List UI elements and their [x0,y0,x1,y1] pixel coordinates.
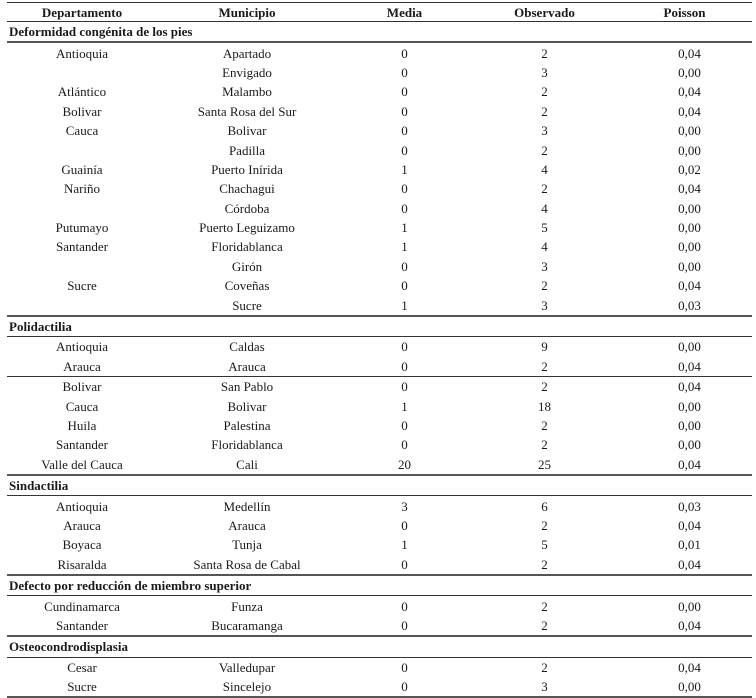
cell-poisson: 0,01 [678,537,701,553]
cell-media: 0 [401,142,408,158]
cell-municipio: Girón [231,258,263,274]
table-row [7,237,752,256]
cell-municipio: Funza [231,598,263,614]
cell-observado: 2 [541,379,548,395]
cell-poisson: 0,02 [678,161,701,177]
cell-municipio: Floridablanca [211,239,283,255]
cell-municipio: Malambo [222,84,272,100]
header-observado: Observado [514,4,575,20]
cell-media: 0 [337,677,472,697]
cell-media: 3 [401,498,408,514]
cell-municipio: Chachagui [219,181,275,197]
cell-poisson: 0,04 [617,616,752,636]
cell-municipio: Coveñas [224,278,270,294]
cell-departamento: Guainía [61,161,103,177]
cell-municipio: Cali [157,455,337,475]
cell-poisson: 0,00 [678,142,701,158]
cell-municipio: Bucaramanga [157,616,337,636]
cell-poisson: 0,04 [678,84,701,100]
cell-poisson: 0,04 [678,181,701,197]
table-row [7,416,752,435]
table-row [7,435,752,454]
table-row [7,455,752,475]
cell-observado: 2 [541,517,548,533]
cell-poisson: 0,00 [678,437,701,453]
cell-observado: 2 [541,659,548,675]
header-poisson: Poisson [663,4,706,20]
cell-municipio: Envigado [222,64,272,80]
cell-observado: 5 [541,537,548,553]
cell-poisson: 0,04 [617,555,752,575]
table-row [7,257,752,276]
cell-media: 1 [337,295,472,315]
cell-departamento: Arauca [63,517,101,533]
cell-municipio: Bolivar [227,123,267,139]
cell-observado: 25 [472,455,617,475]
cell-departamento [7,140,157,159]
cell-poisson: 0,00 [678,239,701,255]
cell-media: 1 [401,239,408,255]
cell-departamento: Antioquia [56,339,108,355]
cell-municipio: Santa Rosa del Sur [197,103,297,119]
cell-municipio: San Pablo [220,379,274,395]
header-municipio: Municipio [218,4,276,20]
table-row [7,63,752,82]
cell-media: 0 [401,64,408,80]
cell-observado: 2 [541,278,548,294]
cell-observado: 5 [541,220,548,236]
cell-municipio: Caldas [229,339,265,355]
cell-municipio: Bolivar [227,398,267,414]
section-header-row [7,22,752,43]
cell-departamento [7,295,157,315]
cell-departamento: Nariño [63,181,101,197]
cell-municipio: Padilla [228,142,266,158]
cell-municipio: Córdoba [224,200,270,216]
table-row [7,396,752,415]
cell-observado: 4 [541,239,548,255]
cell-media: 0 [401,379,408,395]
cell-poisson: 0,03 [617,295,752,315]
table-row [7,616,752,636]
cell-observado: 4 [541,200,548,216]
cell-observado: 2 [541,84,548,100]
cell-departamento: Bolivar [62,379,102,395]
cell-media: 0 [401,339,408,355]
cell-poisson: 0,04 [678,45,701,61]
cell-departamento [7,257,157,276]
header-media: Media [386,4,423,20]
cell-poisson: 0,04 [678,103,701,119]
header-departamento: Departamento [41,4,123,20]
cell-departamento: Risaralda [7,555,157,575]
cell-media: 1 [401,537,408,553]
cell-departamento: Cesar [67,659,97,675]
cell-media: 1 [401,398,408,414]
cell-departamento [7,63,157,82]
section-header-row [7,316,752,337]
cell-poisson: 0,04 [617,357,752,377]
cell-poisson: 0,00 [678,200,701,216]
cell-observado: 3 [472,295,617,315]
cell-media: 0 [401,123,408,139]
cell-media: 0 [401,200,408,216]
section-header-row [7,636,752,657]
cell-departamento: Boyaca [62,537,102,553]
table-row [7,276,752,295]
cell-departamento [7,199,157,218]
cell-departamento: Putumayo [55,220,109,236]
cell-media: 0 [401,181,408,197]
cell-departamento: Santander [7,616,157,636]
section-title: Osteocondrodisplasia [7,636,752,657]
results-table [7,2,752,698]
cell-municipio: Arauca [157,357,337,377]
section-header-row [7,475,752,496]
cell-municipio: Puerto Inírida [211,161,283,177]
cell-media: 20 [337,455,472,475]
table-row [7,677,752,697]
cell-media: 1 [401,220,408,236]
cell-observado: 2 [472,616,617,636]
cell-observado: 2 [541,103,548,119]
cell-departamento: Arauca [7,357,157,377]
cell-media: 0 [401,103,408,119]
cell-departamento: Santander [56,239,108,255]
header-row [7,3,752,22]
cell-municipio: Sucre [157,295,337,315]
cell-municipio: Apartado [222,45,272,61]
cell-media: 0 [337,616,472,636]
cell-departamento: Antioquia [56,498,108,514]
table-row [7,555,752,575]
cell-departamento: Valle del Cauca [7,455,157,475]
cell-observado: 2 [541,418,548,433]
cell-municipio: Medellín [223,498,271,514]
cell-poisson: 0,04 [678,379,701,395]
cell-observado: 2 [541,45,548,61]
cell-poisson: 0,04 [678,278,701,294]
cell-departamento: Sucre [7,677,157,697]
table-row [7,82,752,101]
cell-media: 1 [401,161,408,177]
cell-observado: 18 [538,398,551,414]
cell-media: 0 [337,357,472,377]
cell-departamento: Cauca [65,123,99,139]
cell-municipio: Tunja [232,537,262,553]
table-row [7,102,752,121]
cell-municipio: Palestina [223,418,271,433]
cell-poisson: 0,04 [678,659,701,675]
cell-municipio: Sincelejo [157,677,337,697]
cell-observado: 3 [541,258,548,274]
cell-departamento: Atlántico [57,84,107,100]
cell-media: 0 [401,84,408,100]
cell-observado: 9 [541,339,548,355]
section-title: Deformidad congénita de los pies [7,22,752,43]
table-row [7,160,752,179]
cell-poisson: 0,00 [617,677,752,697]
cell-media: 0 [401,278,408,294]
cell-departamento: Bolivar [62,103,102,119]
table-row [7,535,752,554]
cell-observado: 3 [541,123,548,139]
cell-observado: 3 [472,677,617,697]
cell-municipio: Santa Rosa de Cabal [157,555,337,575]
cell-media: 0 [401,517,408,533]
cell-municipio: Floridablanca [211,437,283,453]
section-header-row [7,575,752,596]
section-title: Polidactilia [7,316,752,337]
table-row [7,657,752,677]
cell-poisson: 0,00 [678,418,701,433]
cell-observado: 2 [541,142,548,158]
cell-municipio: Puerto Leguizamo [199,220,295,236]
cell-poisson: 0,04 [678,517,701,533]
cell-observado: 2 [541,181,548,197]
cell-poisson: 0,00 [678,258,701,274]
cell-departamento: Huila [67,418,97,433]
cell-poisson: 0,03 [678,498,701,514]
cell-observado: 2 [541,437,548,453]
cell-departamento: Antioquia [56,45,108,61]
table-row [7,179,752,198]
cell-observado: 2 [472,555,617,575]
cell-media: 0 [337,555,472,575]
table-row [7,377,752,397]
cell-media: 0 [401,418,408,433]
table-row [7,42,752,62]
table-row [7,337,752,357]
cell-municipio: Arauca [228,517,266,533]
cell-observado: 6 [541,498,548,514]
cell-poisson: 0,00 [678,339,701,355]
cell-poisson: 0,00 [678,398,701,414]
table-row [7,496,752,516]
cell-poisson: 0,04 [617,455,752,475]
cell-municipio: Valledupar [218,659,276,675]
cell-departamento: Santander [56,437,108,453]
cell-media: 0 [401,598,408,614]
cell-observado: 2 [472,357,617,377]
table-row [7,516,752,535]
cell-observado: 4 [541,161,548,177]
cell-poisson: 0,00 [678,220,701,236]
table-row [7,121,752,140]
cell-media: 0 [401,659,408,675]
table-row [7,218,752,237]
cell-poisson: 0,00 [678,123,701,139]
section-title: Defecto por reducción de miembro superior [7,575,752,596]
table-row [7,596,752,616]
cell-media: 0 [401,258,408,274]
cell-poisson: 0,00 [678,598,701,614]
table-row [7,357,752,377]
cell-observado: 2 [541,598,548,614]
section-title: Sindactilia [7,475,752,496]
cell-departamento: Cauca [65,398,99,414]
cell-departamento: Cundinamarca [44,598,120,614]
cell-poisson: 0,00 [678,64,701,80]
cell-departamento: Sucre [67,278,97,294]
cell-observado: 3 [541,64,548,80]
table-row [7,295,752,315]
table-body [7,22,752,698]
table-row [7,140,752,159]
cell-media: 0 [401,437,408,453]
table-row [7,199,752,218]
cell-media: 0 [401,45,408,61]
